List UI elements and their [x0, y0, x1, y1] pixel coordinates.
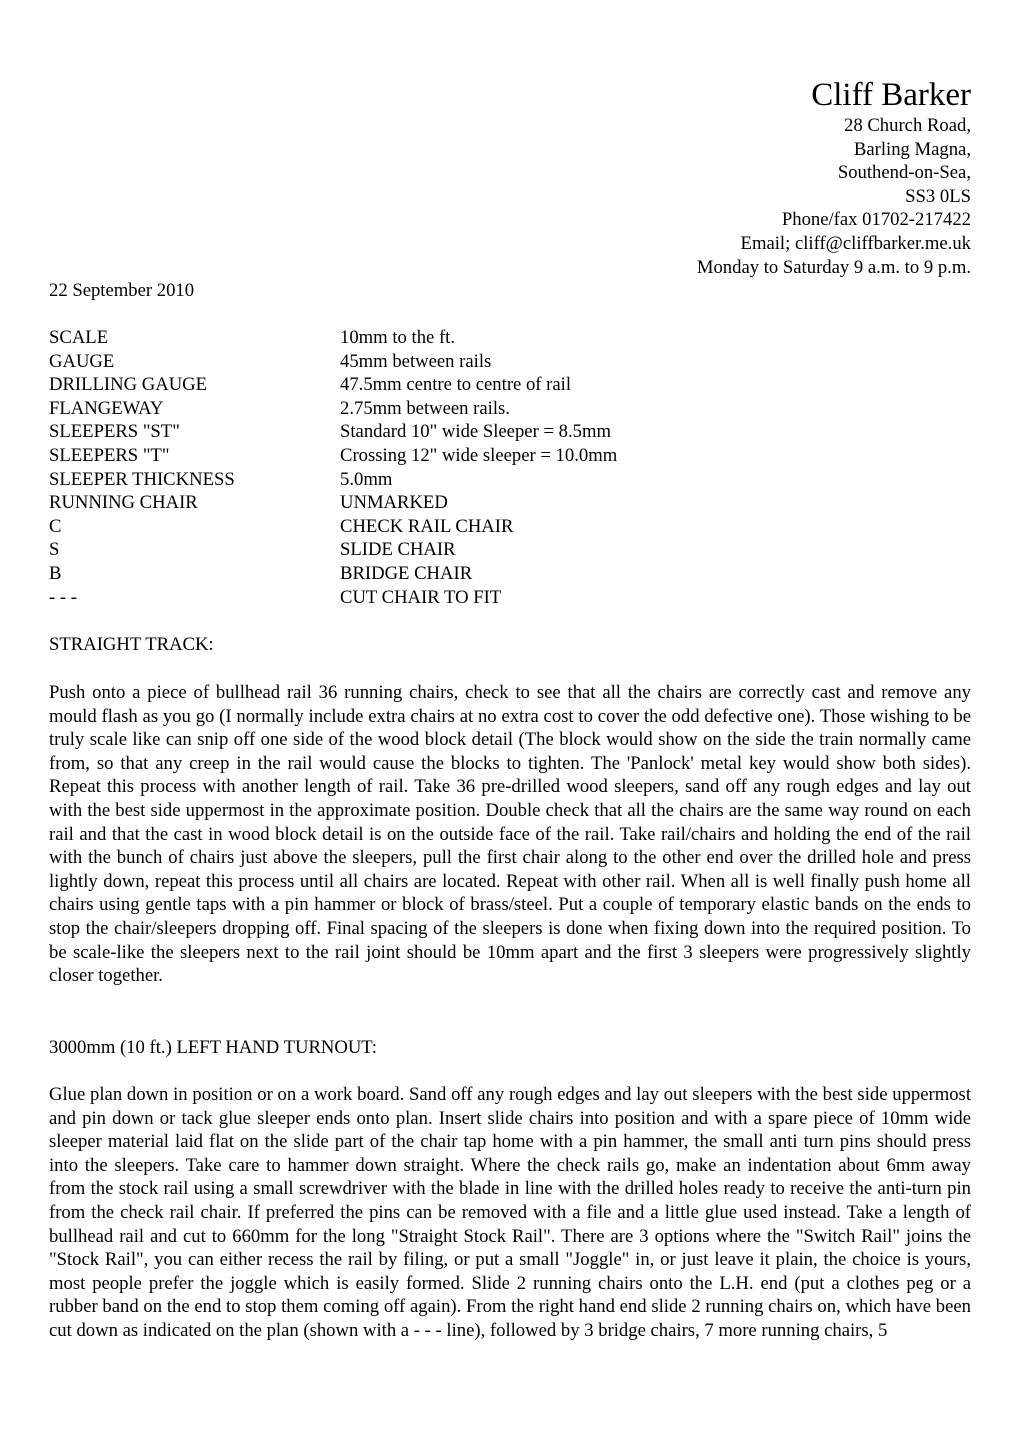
- spec-key: RUNNING CHAIR: [49, 492, 198, 514]
- spec-row: [49, 397, 971, 421]
- spec-row: [49, 586, 971, 610]
- spec-value: Crossing 12" wide sleeper = 10.0mm: [340, 444, 618, 466]
- spec-value: BRIDGE CHAIR: [340, 562, 473, 584]
- spec-key: - - -: [49, 586, 77, 608]
- spec-value: CHECK RAIL CHAIR: [340, 515, 514, 537]
- spec-key: SCALE: [49, 327, 109, 348]
- spec-row: [49, 420, 971, 444]
- section-heading: STRAIGHT TRACK:: [49, 634, 214, 655]
- section-body: Push onto a piece of bullhead rail 36 running chairs, check to see that all the chairs are correctly cast and remove any mould flash as you go (I normally include extra chairs at no extra cost to cover the odd defective one). Those wishing to be truly scale like can snip off one side of the wood block detail (The block would show on the side the train normally came from, so that any creep in the rail would cause the blocks to tighten. The 'Panlock' metal key would show both sides). Repeat this process with another length of rail. Take 36 pre-drilled wood sleepers, sand off any rough edges and lay out with the best side uppermost in the approximate position. Double check that all the chairs are the same way round on each rail and that the cast in wood block detail is on the outside face of the rail. Take rail/chairs and holding the end of the rail with the bunch of chairs just above the sleepers, pull the first chair along to the other end over the drilled hole and press lightly down, repeat this process until all chairs are located. Repeat with other rail. When all is well finally push home all chairs using gentle taps with a pin hammer or block of brass/steel. Put a couple of temporary elastic bands on the ends to stop the chair/sleepers dropping off. Final spacing of the sleepers is done when fixing down into the required position. To be scale-like the sleepers next to the rail joint should be 10mm apart and the first 3 sleepers were progressively slightly closer together.: [49, 682, 971, 987]
- spec-value: UNMARKED: [340, 492, 448, 514]
- spec-key: FLANGEWAY: [49, 397, 164, 419]
- spec-key: SLEEPERS "T": [49, 444, 170, 466]
- spec-key: B: [49, 562, 62, 584]
- spec-value: CUT CHAIR TO FIT: [340, 586, 502, 608]
- spec-row: [49, 373, 971, 397]
- address-line: Barling Magna,: [853, 138, 971, 160]
- hours-line: Monday to Saturday 9 a.m. to 9 p.m.: [696, 256, 971, 278]
- spec-row: [49, 350, 971, 374]
- spec-key: C: [49, 515, 62, 537]
- spec-table: [49, 326, 971, 609]
- address-line: 28 Church Road,: [844, 115, 971, 136]
- spec-value: SLIDE CHAIR: [340, 539, 456, 561]
- spec-row: [49, 562, 971, 586]
- sender-address: [697, 114, 971, 279]
- spec-value: 2.75mm between rails.: [340, 397, 510, 419]
- spec-row: [49, 491, 971, 515]
- spec-value: Standard 10" wide Sleeper = 8.5mm: [340, 421, 611, 443]
- email-line: Email; cliff@cliffbarker.me.uk: [740, 232, 971, 254]
- spec-key: DRILLING GAUGE: [49, 374, 208, 396]
- spec-key: SLEEPER THICKNESS: [49, 468, 235, 490]
- letter-date: 22 September 2010: [49, 280, 195, 301]
- spec-value: 10mm to the ft.: [340, 327, 456, 348]
- spec-key: SLEEPERS "ST": [49, 421, 180, 443]
- spec-key: S: [49, 539, 60, 561]
- spec-row: [49, 538, 971, 562]
- spec-row: [49, 444, 971, 468]
- spec-row: [49, 326, 971, 350]
- section-heading: 3000mm (10 ft.) LEFT HAND TURNOUT:: [49, 1037, 377, 1058]
- address-line: Southend-on-Sea,: [837, 162, 971, 184]
- sender-name: Cliff Barker: [811, 77, 971, 113]
- address-line: SS3 0LS: [905, 185, 971, 207]
- spec-value: 5.0mm: [340, 468, 393, 490]
- spec-value: 45mm between rails: [340, 350, 492, 372]
- spec-row: [49, 468, 971, 492]
- spec-key: GAUGE: [49, 350, 115, 372]
- phone-line: Phone/fax 01702-217422: [781, 209, 971, 231]
- spec-value: 47.5mm centre to centre of rail: [340, 374, 572, 396]
- section-body: Glue plan down in position or on a work board. Sand off any rough edges and lay out sleepers with the best side uppermost and pin down or tack glue sleeper ends onto plan. Insert slide chairs into position and with a spare piece of 10mm wide sleeper material laid flat on the slide part of the chair tap home with a pin hammer, the small anti turn pins should press into the sleepers. Take care to hammer down straight. Where the check rails go, make an indentation about 6mm away from the stock rail using a small screwdriver with the blade in line with the drilled holes ready to receive the anti-turn pin from the check rail chair. If preferred the pins can be removed with a file and a little glue used instead. Take a length of bullhead rail and cut to 660mm for the long "Straight Stock Rail". There are 3 options where the "Switch Rail" joins the "Stock Rail", you can either recess the rail by filing, or put a small "Joggle" in, or just leave it plain, the choice is yours, most people prefer the joggle which is easily formed. Slide 2 running chairs onto the L.H. end (put a clothes peg or a rubber band on the end to stop them coming off again). From the right hand end slide 2 running chairs on, which have been cut down as indicated on the plan (shown with a - - - line), followed by 3 bridge chairs, 7 more running chairs, 5: [49, 1084, 971, 1341]
- spec-row: [49, 515, 971, 539]
